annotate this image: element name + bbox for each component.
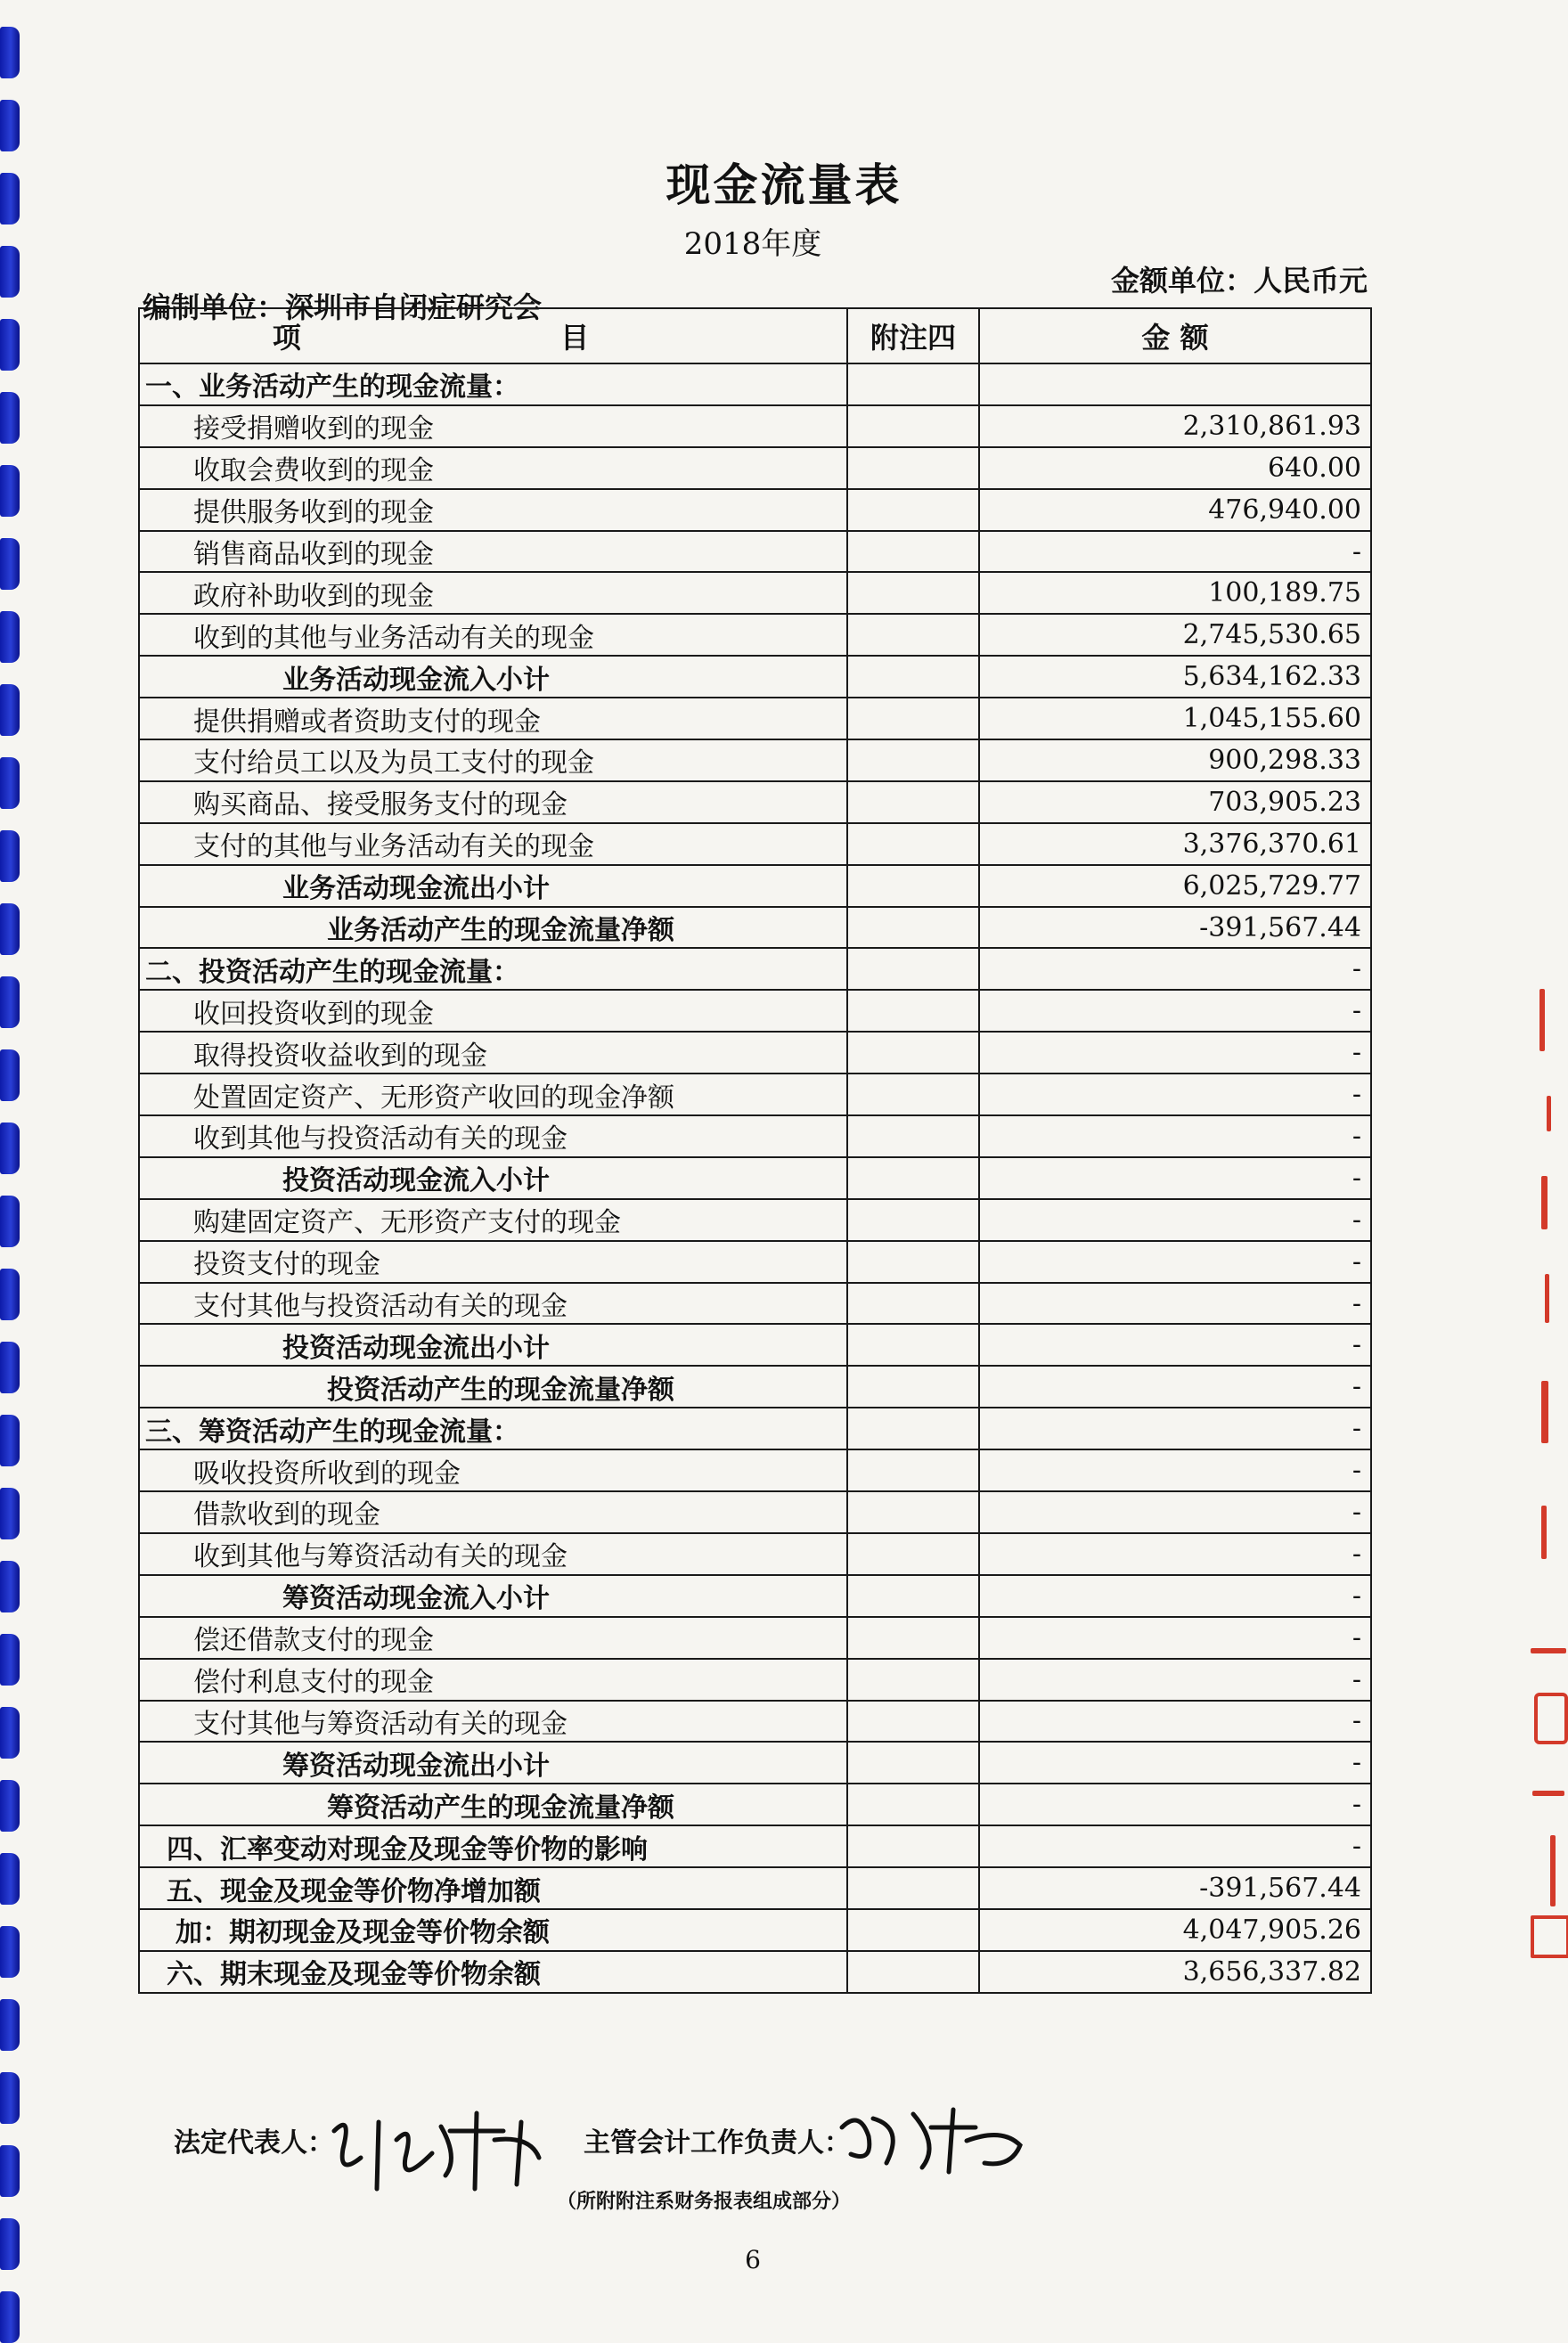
binding-ring xyxy=(0,465,20,517)
table-row xyxy=(139,447,1371,489)
binding-ring xyxy=(0,611,20,663)
row-amount: 4,047,905.26 xyxy=(979,1909,1371,1951)
table-row xyxy=(139,1032,1371,1074)
row-amount: 3,376,370.61 xyxy=(979,823,1371,865)
row-amount: - xyxy=(979,1283,1371,1325)
binding-ring xyxy=(0,1634,20,1686)
table-row xyxy=(139,1074,1371,1115)
binding-ring xyxy=(0,1707,20,1759)
row-note xyxy=(847,739,979,781)
row-label: 取得投资收益收到的现金 xyxy=(139,1032,847,1074)
row-label: 收到其他与投资活动有关的现金 xyxy=(139,1115,847,1157)
binding-ring xyxy=(0,903,20,955)
binding-ring xyxy=(0,1049,20,1101)
row-amount: - xyxy=(979,990,1371,1032)
row-amount: 900,298.33 xyxy=(979,739,1371,781)
row-label: 投资活动现金流出小计 xyxy=(139,1324,847,1366)
row-label: 处置固定资产、无形资产收回的现金净额 xyxy=(139,1074,847,1115)
table-row xyxy=(139,1366,1371,1408)
row-amount: 2,310,861.93 xyxy=(979,405,1371,447)
currency-unit: 金额单位：人民币元 xyxy=(1110,264,1368,298)
row-label: 收到的其他与业务活动有关的现金 xyxy=(139,614,847,656)
binding-ring xyxy=(0,319,20,371)
table-row xyxy=(139,1784,1371,1825)
row-note xyxy=(847,1366,979,1408)
row-amount: 2,745,530.65 xyxy=(979,614,1371,656)
table-row xyxy=(139,1825,1371,1867)
table-row xyxy=(139,489,1371,531)
organization: 编制单位：深圳市自闭症研究会 xyxy=(143,290,543,324)
row-label: 提供捐赠或者资助支付的现金 xyxy=(139,698,847,739)
row-label: 业务活动产生的现金流量净额 xyxy=(139,907,847,949)
row-note xyxy=(847,363,979,405)
row-amount: 3,656,337.82 xyxy=(979,1951,1371,1993)
row-amount: - xyxy=(979,1074,1371,1115)
binding-ring xyxy=(0,2072,20,2124)
row-note xyxy=(847,1199,979,1241)
binding-ring xyxy=(0,757,20,809)
report-year: 2018年度 xyxy=(683,226,822,262)
row-label: 投资支付的现金 xyxy=(139,1241,847,1283)
table-row xyxy=(139,656,1371,698)
row-note xyxy=(847,1533,979,1575)
table-row xyxy=(139,1867,1371,1909)
binding-ring xyxy=(0,1561,20,1612)
binding-ring xyxy=(0,1269,20,1320)
row-label: 偿付利息支付的现金 xyxy=(139,1659,847,1701)
row-amount xyxy=(979,363,1371,405)
row-label: 支付给员工以及为员工支付的现金 xyxy=(139,739,847,781)
row-label: 收取会费收到的现金 xyxy=(139,447,847,489)
row-amount: -391,567.44 xyxy=(979,907,1371,949)
row-amount: -391,567.44 xyxy=(979,1867,1371,1909)
row-label: 收到其他与筹资活动有关的现金 xyxy=(139,1533,847,1575)
row-amount: - xyxy=(979,1701,1371,1743)
row-amount: - xyxy=(979,1199,1371,1241)
row-label: 四、汇率变动对现金及现金等价物的影响 xyxy=(139,1825,847,1867)
row-amount: 1,045,155.60 xyxy=(979,698,1371,739)
row-note xyxy=(847,1825,979,1867)
binding-ring xyxy=(0,538,20,590)
row-amount: 5,634,162.33 xyxy=(979,656,1371,698)
row-amount: 100,189.75 xyxy=(979,572,1371,614)
binding-ring xyxy=(0,976,20,1028)
row-label: 政府补助收到的现金 xyxy=(139,572,847,614)
binding-ring xyxy=(0,684,20,736)
row-label: 购买商品、接受服务支付的现金 xyxy=(139,781,847,823)
table-row xyxy=(139,363,1371,405)
row-label: 业务活动现金流出小计 xyxy=(139,865,847,907)
table-row xyxy=(139,572,1371,614)
row-note xyxy=(847,1449,979,1491)
table-row xyxy=(139,1491,1371,1533)
row-label: 二、投资活动产生的现金流量： xyxy=(139,948,847,990)
row-label: 三、筹资活动产生的现金流量： xyxy=(139,1408,847,1449)
row-label: 吸收投资所收到的现金 xyxy=(139,1449,847,1491)
row-note xyxy=(847,990,979,1032)
binding-ring xyxy=(0,830,20,882)
row-amount: - xyxy=(979,948,1371,990)
table-row xyxy=(139,698,1371,739)
row-amount: - xyxy=(979,1408,1371,1449)
row-label: 销售商品收到的现金 xyxy=(139,531,847,573)
row-note xyxy=(847,405,979,447)
row-label: 筹资活动现金流出小计 xyxy=(139,1742,847,1784)
row-note xyxy=(847,1241,979,1283)
table-row xyxy=(139,1241,1371,1283)
spiral-binding xyxy=(0,0,36,2309)
row-amount: - xyxy=(979,531,1371,573)
table-row xyxy=(139,614,1371,656)
row-amount: - xyxy=(979,1617,1371,1659)
table-header-row xyxy=(139,308,1371,363)
table-row xyxy=(139,1449,1371,1491)
legal-rep-signature xyxy=(316,2104,566,2193)
row-note xyxy=(847,1408,979,1449)
row-note xyxy=(847,1701,979,1743)
binding-ring xyxy=(0,100,20,151)
row-label: 加：期初现金及现金等价物余额 xyxy=(139,1909,847,1951)
table-row xyxy=(139,1575,1371,1617)
binding-ring xyxy=(0,1999,20,2051)
cash-flow-table xyxy=(138,307,1372,1994)
row-amount: - xyxy=(979,1575,1371,1617)
table-row xyxy=(139,1199,1371,1241)
row-note xyxy=(847,1784,979,1825)
row-note xyxy=(847,1659,979,1701)
binding-ring xyxy=(0,1780,20,1832)
row-note xyxy=(847,698,979,739)
note-text: （所附附注系财务报表组成部分） xyxy=(557,2190,852,2213)
row-amount: - xyxy=(979,1825,1371,1867)
row-label: 支付其他与筹资活动有关的现金 xyxy=(139,1701,847,1743)
table-row xyxy=(139,1701,1371,1743)
row-note xyxy=(847,572,979,614)
row-label: 一、业务活动产生的现金流量： xyxy=(139,363,847,405)
table-row xyxy=(139,1659,1371,1701)
row-label: 收回投资收到的现金 xyxy=(139,990,847,1032)
row-note xyxy=(847,823,979,865)
row-amount: - xyxy=(979,1324,1371,1366)
table-row xyxy=(139,1283,1371,1325)
row-note xyxy=(847,1867,979,1909)
row-label: 提供服务收到的现金 xyxy=(139,489,847,531)
row-amount: - xyxy=(979,1157,1371,1199)
row-note xyxy=(847,531,979,573)
row-label: 业务活动现金流入小计 xyxy=(139,656,847,698)
row-label: 偿还借款支付的现金 xyxy=(139,1617,847,1659)
header-note: 附注四 xyxy=(847,308,979,363)
row-amount: - xyxy=(979,1742,1371,1784)
row-note xyxy=(847,1491,979,1533)
row-label: 接受捐赠收到的现金 xyxy=(139,405,847,447)
table-row xyxy=(139,531,1371,573)
row-note xyxy=(847,1909,979,1951)
row-note xyxy=(847,489,979,531)
row-note xyxy=(847,865,979,907)
row-amount: - xyxy=(979,1241,1371,1283)
table-row xyxy=(139,1617,1371,1659)
row-note xyxy=(847,1157,979,1199)
row-label: 支付的其他与业务活动有关的现金 xyxy=(139,823,847,865)
row-note xyxy=(847,1951,979,1993)
binding-ring xyxy=(0,1342,20,1393)
binding-ring xyxy=(0,1123,20,1174)
document-title: 现金流量表 xyxy=(666,159,902,211)
row-note xyxy=(847,1575,979,1617)
row-note xyxy=(847,1032,979,1074)
row-label: 购建固定资产、无形资产支付的现金 xyxy=(139,1199,847,1241)
table-row xyxy=(139,1115,1371,1157)
row-label: 支付其他与投资活动有关的现金 xyxy=(139,1283,847,1325)
row-amount: - xyxy=(979,1032,1371,1074)
table-row xyxy=(139,1408,1371,1449)
binding-ring xyxy=(0,1415,20,1466)
row-amount: - xyxy=(979,1659,1371,1701)
binding-ring xyxy=(0,1926,20,1978)
row-label: 筹资活动产生的现金流量净额 xyxy=(139,1784,847,1825)
signature-area xyxy=(174,2111,1332,2218)
row-label: 借款收到的现金 xyxy=(139,1491,847,1533)
row-amount: - xyxy=(979,1366,1371,1408)
accountant-label: 主管会计工作负责人： xyxy=(584,2127,851,2159)
binding-ring xyxy=(0,27,20,78)
page-number: 6 xyxy=(745,2245,761,2274)
table-row xyxy=(139,739,1371,781)
row-amount: 6,025,729.77 xyxy=(979,865,1371,907)
binding-ring xyxy=(0,2145,20,2197)
row-amount: 476,940.00 xyxy=(979,489,1371,531)
binding-ring xyxy=(0,2291,20,2343)
row-amount: - xyxy=(979,1491,1371,1533)
table-row xyxy=(139,1951,1371,1993)
table-row xyxy=(139,1324,1371,1366)
row-note xyxy=(847,1324,979,1366)
binding-ring xyxy=(0,1488,20,1539)
row-amount: - xyxy=(979,1449,1371,1491)
table-row xyxy=(139,1909,1371,1951)
header-amount: 金 额 xyxy=(979,308,1371,363)
table-row xyxy=(139,405,1371,447)
row-note xyxy=(847,907,979,949)
row-label: 投资活动产生的现金流量净额 xyxy=(139,1366,847,1408)
row-note xyxy=(847,948,979,990)
row-amount: - xyxy=(979,1533,1371,1575)
table-row xyxy=(139,1533,1371,1575)
red-stamp-edge xyxy=(1515,989,1568,1969)
row-note xyxy=(847,781,979,823)
row-amount: - xyxy=(979,1784,1371,1825)
table-row xyxy=(139,1157,1371,1199)
row-note xyxy=(847,1283,979,1325)
table-row xyxy=(139,948,1371,990)
row-note xyxy=(847,656,979,698)
table-row xyxy=(139,1742,1371,1784)
table-row xyxy=(139,865,1371,907)
header-item: 项 目 xyxy=(139,308,847,363)
row-label: 筹资活动现金流入小计 xyxy=(139,1575,847,1617)
accountant-signature xyxy=(833,2101,1038,2181)
table-row xyxy=(139,781,1371,823)
row-note xyxy=(847,614,979,656)
row-amount: 703,905.23 xyxy=(979,781,1371,823)
row-label: 投资活动现金流入小计 xyxy=(139,1157,847,1199)
legal-rep-label: 法定代表人： xyxy=(174,2127,334,2159)
table-row xyxy=(139,823,1371,865)
binding-ring xyxy=(0,1853,20,1905)
row-note xyxy=(847,1617,979,1659)
row-note xyxy=(847,1074,979,1115)
row-note xyxy=(847,1742,979,1784)
row-amount: - xyxy=(979,1115,1371,1157)
binding-ring xyxy=(0,1196,20,1247)
row-amount: 640.00 xyxy=(979,447,1371,489)
row-label: 五、现金及现金等价物净增加额 xyxy=(139,1867,847,1909)
table-row xyxy=(139,907,1371,949)
row-label: 六、期末现金及现金等价物余额 xyxy=(139,1951,847,1993)
row-note xyxy=(847,447,979,489)
row-note xyxy=(847,1115,979,1157)
table-row xyxy=(139,990,1371,1032)
binding-ring xyxy=(0,392,20,444)
